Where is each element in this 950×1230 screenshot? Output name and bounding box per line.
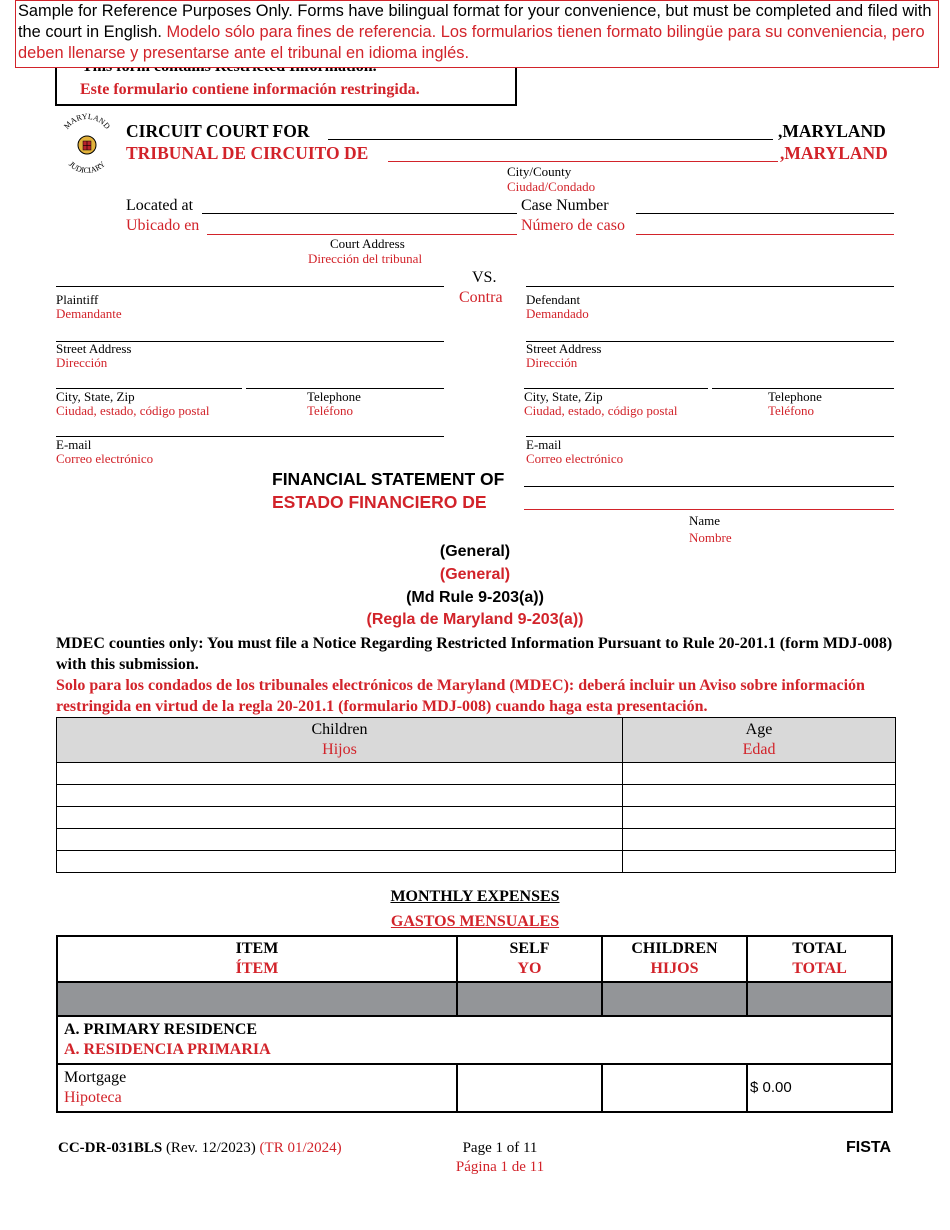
age-column-header: [623, 718, 896, 763]
children-table-header: [57, 718, 896, 763]
svg-text:JUDICIARY: [67, 159, 107, 175]
self-col-es: YO: [517, 960, 542, 977]
plaintiff-email-caption: E-mail: [56, 437, 92, 452]
defendant-city-caption-es: Ciudad, estado, código postal: [524, 403, 678, 418]
court-state-en: ,MARYLAND: [778, 121, 886, 141]
defendant-street-caption-es: Dirección: [526, 355, 578, 370]
versus-label: VS.: [472, 269, 497, 286]
statement-name-field[interactable]: [524, 486, 894, 487]
banner-english: Sample for Reference Purposes Only. Forms have bilingual format for your convenience, but must be completed and filed with the court in English.: [18, 2, 932, 41]
spacer-cell: [747, 982, 892, 1016]
table-row: [57, 829, 896, 851]
plaintiff-caption: Plaintiff: [56, 292, 99, 307]
citycounty-caption-es: Ciudad/Condado: [507, 179, 596, 194]
child-age-cell[interactable]: [623, 807, 896, 829]
banner-spanish: Modelo sólo para fines de referencia. Los formularios tienen formato bilingüe para su conveniencia, pero deben llenarse y presentarse ante el tribunal en idioma inglés.: [18, 23, 925, 62]
children-table: [56, 717, 896, 873]
sample-banner: [15, 0, 939, 68]
seal-top-text: MARYLAND: [62, 112, 112, 131]
court-county-line[interactable]: [328, 139, 773, 140]
child-age-cell[interactable]: [623, 763, 896, 785]
child-name-cell[interactable]: [57, 785, 623, 807]
spacer-cell: [602, 982, 747, 1016]
plaintiff-caption-es: Demandante: [56, 306, 122, 321]
mortgage-en: Mortgage: [64, 1069, 127, 1086]
plaintiff-field[interactable]: [56, 286, 444, 287]
section-row: [57, 1016, 892, 1064]
child-name-cell[interactable]: [57, 807, 623, 829]
mortgage-label-cell: [57, 1064, 457, 1112]
name-caption: Name: [689, 513, 721, 528]
total-column-header: [747, 936, 892, 982]
expenses-header-row: [57, 936, 892, 982]
children-exp-col-es: HIJOS: [650, 960, 699, 977]
page-number-es: Página 1 de 11: [455, 1159, 545, 1175]
total-col-es: TOTAL: [792, 960, 847, 977]
self-column-header: [457, 936, 602, 982]
rule-label-es: (Regla de Maryland 9-203(a)): [366, 611, 584, 628]
defendant-city-caption: City, State, Zip: [524, 389, 603, 404]
children-expense-column-header: [602, 936, 747, 982]
children-exp-col-en: CHILDREN: [631, 940, 718, 957]
child-age-cell[interactable]: [623, 785, 896, 807]
table-row: [57, 785, 896, 807]
total-col-en: TOTAL: [792, 940, 847, 957]
child-age-cell[interactable]: [623, 829, 896, 851]
mortgage-es: Hipoteca: [64, 1089, 122, 1106]
child-age-cell[interactable]: [623, 851, 896, 873]
plaintiff-city-caption: City, State, Zip: [56, 389, 135, 404]
defendant-field[interactable]: [526, 286, 894, 287]
section-primary-residence: [57, 1016, 892, 1064]
plaintiff-email-field[interactable]: [56, 436, 444, 437]
defendant-email-caption: E-mail: [526, 437, 562, 452]
plaintiff-city-caption-es: Ciudad, estado, código postal: [56, 403, 210, 418]
section-en: A. PRIMARY RESIDENCE: [64, 1021, 258, 1038]
table-row: [57, 851, 896, 873]
mdec-notice-es: Solo para los condados de los tribunales electrónicos de Maryland (MDEC): deberá incluir un Aviso sobre información restringida en virtud de la regla 20-201.1 (formulario MDJ-008) cuando haga esta presentación.: [56, 677, 865, 715]
children-col-en: Children: [311, 721, 368, 738]
defendant-caption-es: Demandado: [526, 306, 589, 321]
page-number: Page 1 of 11: [462, 1140, 538, 1156]
versus-label-es: Contra: [459, 289, 503, 306]
court-address-caption-es: Dirección del tribunal: [308, 251, 423, 266]
maryland-judiciary-seal: [58, 112, 116, 176]
defendant-phone-caption: Telephone: [768, 389, 822, 404]
case-number-field[interactable]: [636, 213, 894, 214]
children-col-es: Hijos: [322, 741, 357, 758]
court-label-es: TRIBUNAL DE CIRCUITO DE: [126, 143, 369, 163]
general-label-es: (General): [439, 566, 511, 583]
restricted-spanish: Este formulario contiene información restringida.: [80, 81, 420, 98]
table-row: [57, 763, 896, 785]
statement-title-es: ESTADO FINANCIERO DE: [272, 492, 487, 512]
name-caption-es: Nombre: [689, 530, 732, 545]
plaintiff-street-caption: Street Address: [56, 341, 132, 356]
age-col-en: Age: [745, 721, 773, 738]
general-label: (General): [439, 543, 511, 560]
grey-spacer-row: [57, 982, 892, 1016]
court-county-line-es: [388, 161, 778, 162]
child-name-cell[interactable]: [57, 829, 623, 851]
case-number-label: Case Number: [521, 197, 609, 214]
mdec-notice: MDEC counties only: You must file a Notice Regarding Restricted Information Pursuant to Rule 20-201.1 (form MDJ-008) with this submission.: [56, 635, 893, 673]
seal-bottom-text: JUDICIARY: [66, 159, 108, 176]
defendant-caption: Defendant: [526, 292, 581, 307]
section-es: A. RESIDENCIA PRIMARIA: [64, 1041, 271, 1058]
form-tr: (TR 01/2024): [259, 1140, 342, 1156]
mortgage-self-cell[interactable]: [457, 1064, 602, 1112]
statement-name-line-es: [524, 509, 894, 510]
defendant-email-caption-es: Correo electrónico: [526, 451, 624, 466]
plaintiff-street-caption-es: Dirección: [56, 355, 108, 370]
located-label: Located at: [126, 197, 194, 214]
mortgage-children-cell[interactable]: [602, 1064, 747, 1112]
court-address-field[interactable]: [202, 213, 517, 214]
case-number-line-es: [636, 234, 894, 235]
table-row: [57, 807, 896, 829]
rule-label: (Md Rule 9-203(a)): [406, 589, 544, 606]
children-column-header: [57, 718, 623, 763]
court-label-en: CIRCUIT COURT FOR: [126, 121, 310, 141]
form-id: CC-DR-031BLS: [58, 1140, 163, 1156]
age-col-es: Edad: [742, 741, 776, 758]
item-col-es: ÍTEM: [235, 960, 279, 977]
case-number-label-es: Número de caso: [521, 217, 625, 234]
defendant-email-field[interactable]: [526, 436, 894, 437]
expenses-title: MONTHLY EXPENSES: [390, 888, 560, 905]
court-state-es: ,MARYLAND: [780, 143, 888, 163]
mortgage-total-cell[interactable]: $ 0.00: [747, 1064, 892, 1112]
court-address-caption: Court Address: [330, 236, 405, 251]
plaintiff-phone-caption-es: Teléfono: [307, 403, 354, 418]
statement-title: FINANCIAL STATEMENT OF: [272, 469, 505, 489]
item-column-header: [57, 936, 457, 982]
child-name-cell[interactable]: [57, 763, 623, 785]
plaintiff-email-caption-es: Correo electrónico: [56, 451, 154, 466]
item-col-en: ITEM: [235, 940, 279, 957]
expenses-table: [56, 935, 893, 1113]
plaintiff-phone-caption: Telephone: [307, 389, 361, 404]
child-name-cell[interactable]: [57, 851, 623, 873]
table-row: [57, 1064, 892, 1112]
located-label-es: Ubicado en: [126, 217, 200, 234]
expenses-title-es: GASTOS MENSUALES: [390, 913, 560, 930]
citycounty-caption: City/County: [507, 164, 572, 179]
defendant-street-caption: Street Address: [526, 341, 602, 356]
svg-text:MARYLAND: [62, 112, 112, 131]
court-address-line-es: [207, 234, 517, 235]
spacer-cell: [57, 982, 457, 1016]
form-rev: (Rev. 12/2023): [165, 1140, 256, 1156]
defendant-phone-caption-es: Teléfono: [768, 403, 815, 418]
form-code: FISTA: [846, 1139, 892, 1156]
spacer-cell: [457, 982, 602, 1016]
self-col-en: SELF: [509, 940, 550, 957]
